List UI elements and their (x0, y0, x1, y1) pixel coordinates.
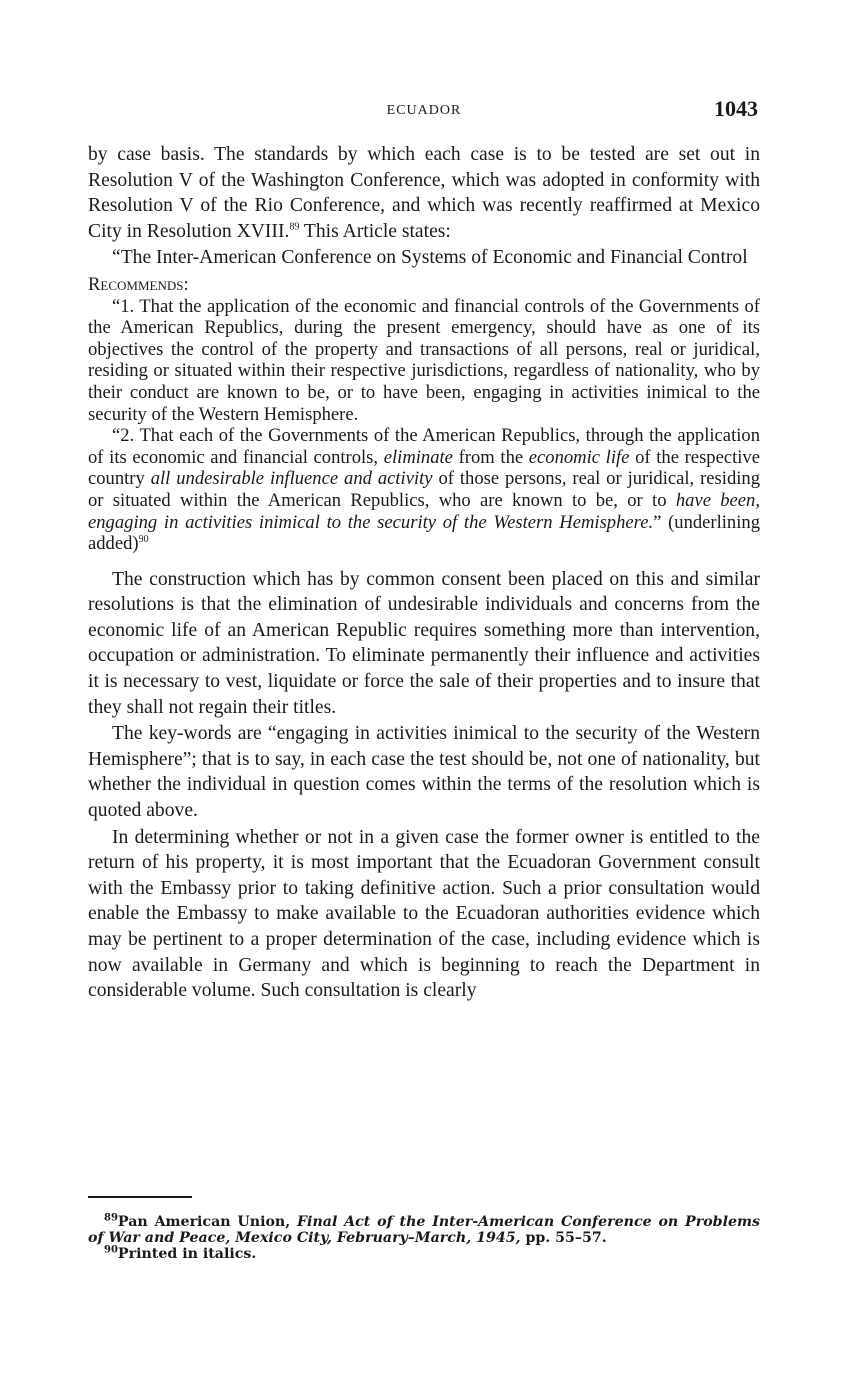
rec2-part-i: ” (underlining added) (88, 511, 760, 555)
footnote-90-text: Printed in italics. (117, 1246, 257, 1262)
rec2-part-a: “2. That each of the Governments of the American Republics, through the application of its economic and financial controls, (88, 425, 760, 468)
footnote-89-title: Final Act of the Inter-American Conference on Problems of War and Peace, Mexico City, February–March, 1945, (88, 1214, 760, 1246)
rec2-undesirable-influence: all undesirable influence and activity (150, 468, 433, 490)
quote-intro: “The Inter-American Conference on Systems of Economic and Financial Control (112, 247, 748, 269)
paragraph-1-tail: This Article states: (299, 220, 451, 242)
footnote-ref-89: 89 (289, 221, 300, 233)
body-text (88, 142, 760, 1004)
rec2-part-g: of those persons, real or juridical, residing or situated within the American Republics, who are known to be, or to (88, 468, 761, 511)
footnote-89-mark: 89 (104, 1212, 118, 1224)
running-head (88, 96, 760, 124)
paragraph-2: The construction which has by common consent been placed on this and similar resolutions is that the elimination of undesirable individuals and concerns from the economic life of an American Republic requires something more than intervention, occupation or administration. To eliminate permanently their influence and activities it is necessary to vest, liquidate or force the sale of their properties and to insure that they shall not regain their titles. (88, 568, 760, 718)
rec2-eliminate: eliminate (383, 446, 453, 468)
recommends-label: Recommends: (88, 273, 189, 295)
rec2-engaging-activities: have been, engaging in activities inimical to the security of the Western Hemisphere. (88, 489, 761, 533)
footnote-90-mark: 90 (104, 1244, 118, 1256)
paragraph-4: In determining whether or not in a given case the former owner is entitled to the return of his property, it is most important that the Ecuadoran Government consult with the Embassy prior to taking definitive action. Such a prior consultation would enable the Embassy to make available to the Ecuadoran authorities evidence which may be pertinent to a proper determination of the case, including evidence which is now available in Germany and which is beginning to reach the Department in considerable volume. Such consultation is clearly (88, 826, 760, 1002)
page-number: 1043 (714, 96, 758, 121)
footnote-divider (88, 1196, 192, 1198)
footnotes (88, 1196, 760, 1262)
rec2-part-c: from the (452, 446, 529, 468)
running-title: ECUADOR (386, 103, 462, 118)
recommendation-1: “1. That the application of the economic and financial controls of the Governments of the American Republics, during the present emergency, should have as one of its objectives the control of the property and transactions of all persons, real or juridical, residing or situated within their respective jurisdictions, regardless of nationality, who by their conduct are known to be, or to have been, engaging in activities inimical to the security of the Western Hemisphere. (88, 295, 760, 425)
footnote-ref-90: 90 (138, 533, 149, 545)
paragraph-3: The key-words are “engaging in activities inimical to the security of the Western Hemisphere”; that is to say, in each case the test should be, not one of nationality, but whether the individual in question comes within the terms of the resolution which is quoted above. (88, 723, 760, 822)
rec2-part-e: of the respective country (88, 446, 760, 490)
paragraph-1-text: by case basis. The standards by which each case is to be tested are set out in Resolution V of the Washington Conference, which was adopted in conformity with Resolution V of the Rio Conference, and which was recently reaffirmed at Mexico City in Resolution XVIII. (88, 144, 760, 242)
recommendation-2 (88, 425, 760, 555)
footnote-89-pages: pp. 55–57. (520, 1230, 607, 1246)
footnote-90 (88, 1246, 760, 1262)
rec2-economic-life: economic life (528, 446, 630, 468)
footnote-89-source: Pan American Union, (117, 1214, 297, 1230)
footnote-89 (88, 1214, 760, 1246)
paragraph-1 (88, 142, 760, 244)
